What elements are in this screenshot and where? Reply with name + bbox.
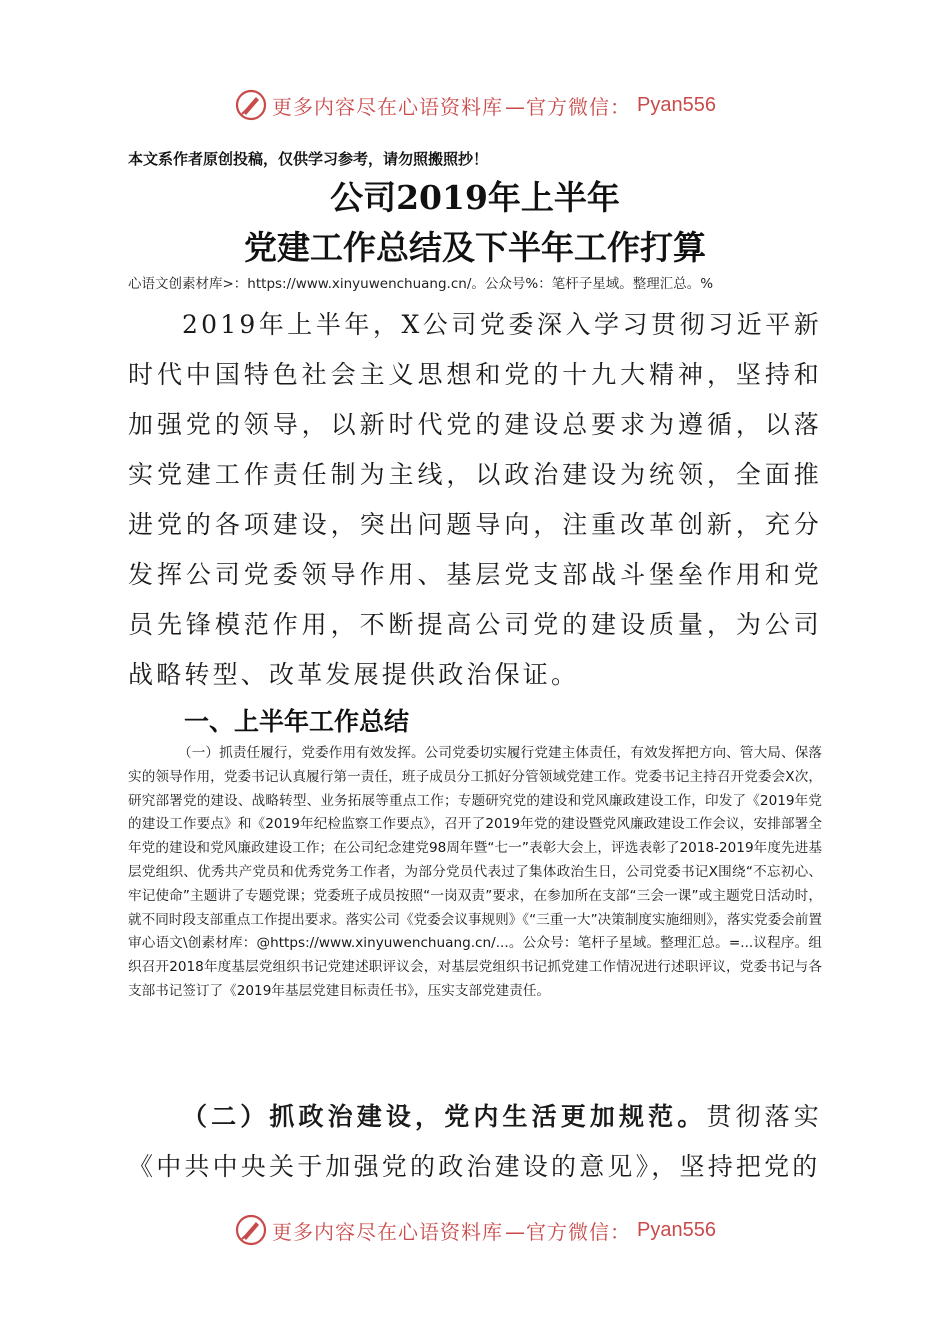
logo-icon — [234, 88, 268, 122]
section-item2-paragraph — [128, 1092, 822, 1192]
banner-main-text: 更多内容尽在心语资料库 — [272, 94, 504, 119]
banner-main-text: 更多内容尽在心语资料库 — [272, 1219, 504, 1244]
banner-sub-text: —官方微信： — [505, 94, 632, 119]
source-watermark-line: 心语文创素材库>：https://www.xinyuwenchuang.cn/。公众号%：笔杆子星域。整理汇总。% — [128, 276, 714, 292]
watermark-banner-bottom — [0, 1210, 950, 1250]
section-heading: 一、上半年工作总结 — [184, 707, 410, 736]
section-item-paragraph: （一）抓责任履行，党委作用有效发挥。公司党委切实履行党建主体责任，有效发挥把方向、管大局、保落实的领导作用，党委书记认真履行第一责任，班子成员分工抓好分管领域党建工作。党委书记主持召开党委会X次，研究部署党的建设、战略转型、业务拓展等重点工作；专题研究党的建设和党风廉政建设工作，印发了《2019年党的建设工作要点》和《2019年纪检监察工作要点》，召开了2019年党的建设暨党风廉政建设工作会议，安排部署全年党的建设和党风廉政建设工作；在公司纪念建党98周年暨“七一”表彰大会上，评选表彰了2018-2019年度先进基层党组织、优秀共产党员和优秀党务工作者，为部分党员代表过了集体政治生日，公司党委书记X围绕“不忘初心、牢记使命”主题讲了专题党课；党委班子成员按照“一岗双责”要求，在参加所在支部“三会一课”或主题党日活动时，就不同时段支部重点工作提出要求。落实公司《党委会议事规则》《“三重一大”决策制度实施细则》，落实党委会前置审心语文\创素材库：@https://www.xinyuwenchuang.cn/...。公众号：笔杆子星域。整理汇总。=...议程序。组织召开2018年度基层党组织书记党建述职评议会，对基层党组织书记抓党建工作情况进行述职评议，党委书记与各支部书记签订了《2019年基层党建目标责任书》，压实支部党建责任。 — [128, 745, 822, 999]
document-title-line1: 公司2019年上半年 — [330, 178, 620, 217]
section-item2-heading: （二）抓政治建设，党内生活更加规范。 — [182, 1102, 707, 1131]
banner-wechat-id: Pyan556 — [637, 1218, 716, 1241]
banner-wechat-id: Pyan556 — [637, 93, 716, 116]
document-title-line2: 党建工作总结及下半年工作打算 — [244, 228, 706, 267]
watermark-banner-top — [0, 85, 950, 125]
banner-sub-text: —官方微信： — [505, 1219, 632, 1244]
section-item2-body: 贯彻落实《中共中央关于加强党的政治建设的意见》，坚持把党的 — [128, 1102, 822, 1181]
logo-icon — [234, 1213, 268, 1247]
intro-paragraph: 2019年上半年，X公司党委深入学习贯彻习近平新时代中国特色社会主义思想和党的十九大精神，坚持和加强党的领导，以新时代党的建设总要求为遵循，以落实党建工作责任制为主线，以政治建设为统领，全面推进党的各项建设，突出问题导向，注重改革创新，充分发挥公司党委领导作用、基层党支部战斗堡垒作用和党员先锋模范作用，不断提高公司党的建设质量，为公司战略转型、改革发展提供政治保证。 — [128, 310, 822, 689]
copyright-notice: 本文系作者原创投稿，仅供学习参考，请勿照搬照抄！ — [128, 150, 489, 168]
